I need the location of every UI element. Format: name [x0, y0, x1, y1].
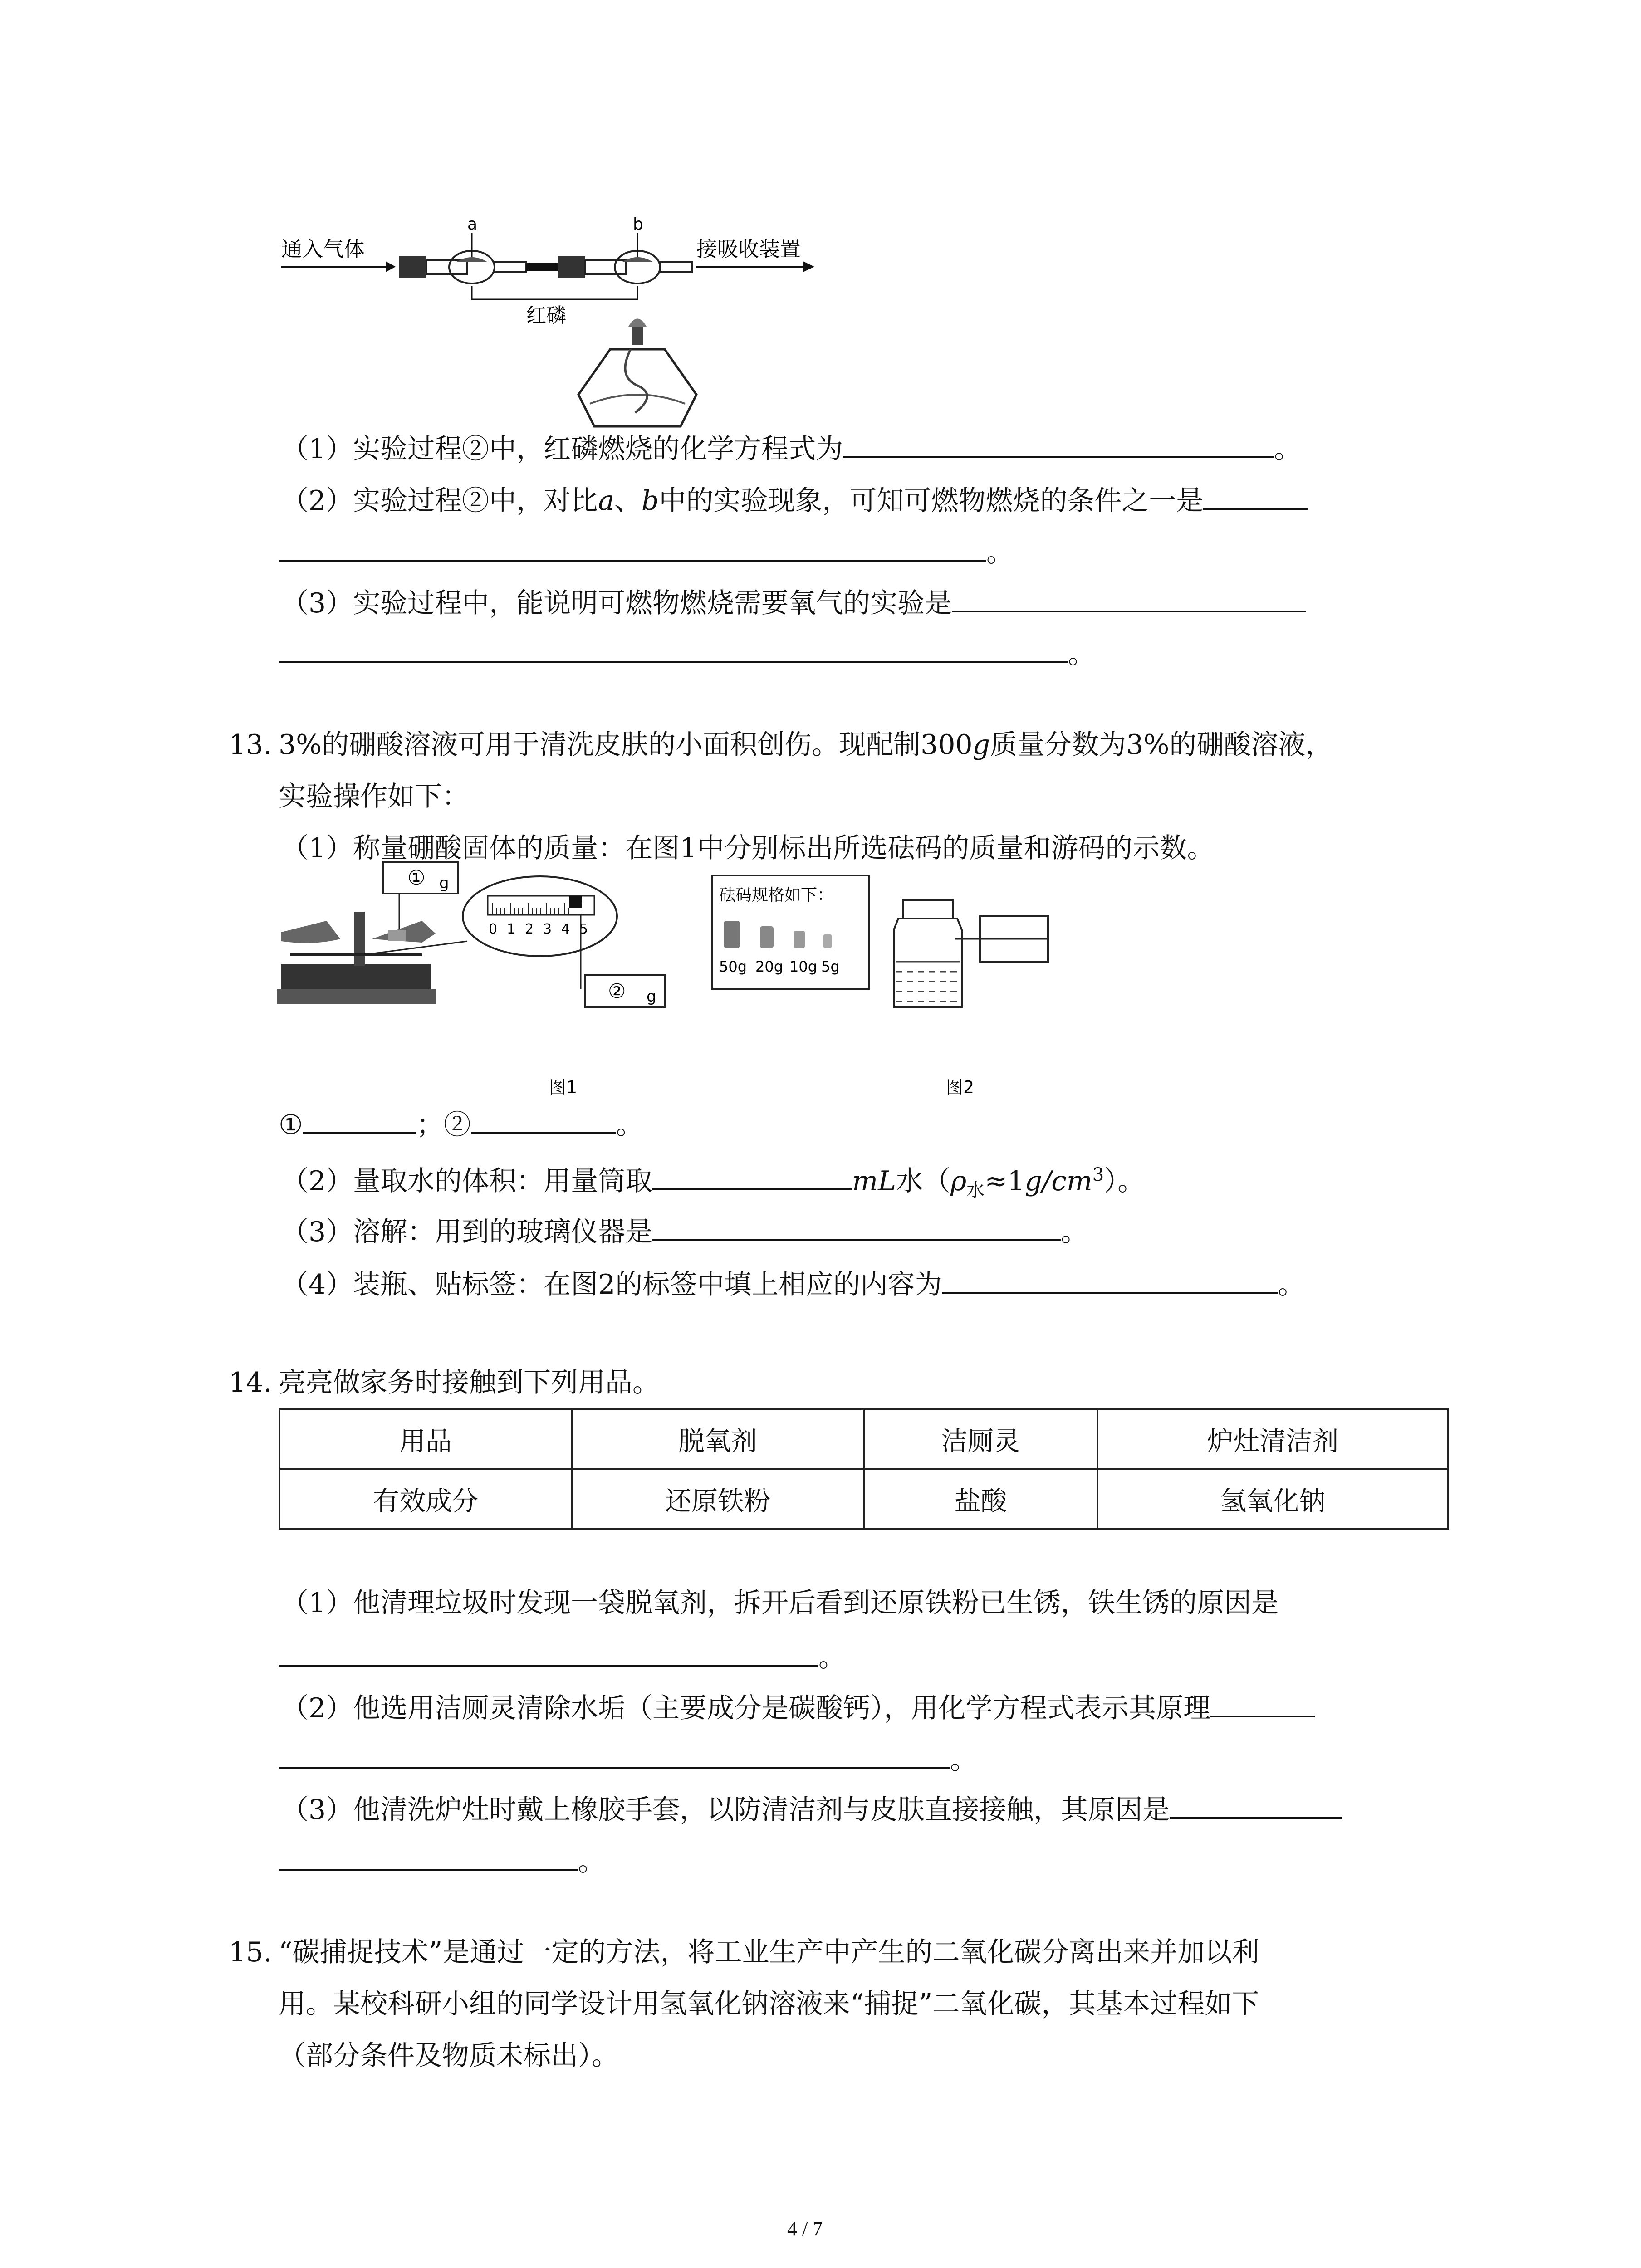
box1-mark: ① [407, 866, 426, 890]
q12-sub2-cont: 。 [279, 532, 1014, 571]
q14-sub3-cont: 。 [279, 1841, 605, 1880]
q15-stem-line3: （部分条件及物质未标出）。 [279, 2040, 619, 2072]
q12-sub2: （2）实验过程②中，对比a、b中的实验现象，可知可燃物燃烧的条件之一是 [281, 480, 1308, 519]
answer-blank[interactable] [279, 532, 986, 562]
answer-blank[interactable] [1203, 480, 1308, 510]
q14-sub1: （1）他清理垃圾时发现一袋脱氧剂，拆开后看到还原铁粉已生锈，铁生锈的原因是 [281, 1587, 1279, 1619]
q13-blanks-line: ① ；② 。 [279, 1104, 643, 1143]
answer-blank[interactable] [942, 1264, 1278, 1294]
ruler-tick-4: 4 [561, 921, 570, 937]
q14-number: 14. [229, 1367, 272, 1398]
answer-blank[interactable] [279, 1637, 818, 1667]
q12-sub3: （3）实验过程中，能说明可燃物燃烧需要氧气的实验是 [281, 582, 1306, 621]
page-number: 4 / 7 [787, 2218, 823, 2240]
answer-blank[interactable] [843, 428, 1274, 458]
table-cell: 脱氧剂 [572, 1409, 864, 1469]
combustion-apparatus-figure [272, 213, 826, 440]
answer-blank[interactable] [952, 582, 1306, 612]
q15-stem-line2: 用。某校科研小组的同学设计用氢氧化钠溶液来“捕捉”二氧化碳，其基本过程如下 [279, 1988, 1259, 2020]
table-cell: 用品 [279, 1409, 572, 1469]
answer-blank[interactable] [303, 1104, 416, 1134]
balance-figure [272, 853, 1062, 1107]
household-products-table [279, 1408, 1449, 1530]
answer-blank[interactable] [471, 1104, 616, 1134]
q13-sub3: （3）溶解：用到的玻璃仪器是 。 [281, 1211, 1088, 1250]
q12-sub3-cont: 。 [279, 633, 1095, 672]
ruler-tick-2: 2 [525, 921, 534, 937]
weight-10g: 10g [789, 958, 818, 975]
q14-intro: 亮亮做家务时接触到下列用品。 [279, 1367, 660, 1398]
inlet-label: 通入气体 [281, 237, 365, 261]
answer-blank[interactable] [279, 1841, 578, 1871]
table-cell: 有效成分 [279, 1469, 572, 1529]
q13-number: 13. [229, 729, 272, 761]
weight-20g: 20g [755, 958, 784, 975]
ruler-tick-5: 5 [579, 921, 588, 937]
label-b: b [633, 215, 643, 234]
box1-unit: g [439, 874, 449, 892]
q12-sub1: （1）实验过程②中，红磷燃烧的化学方程式为 。 [281, 428, 1301, 467]
answer-blank[interactable] [1170, 1789, 1342, 1819]
table-cell: 炉灶清洁剂 [1097, 1409, 1448, 1469]
ruler-tick-0: 0 [489, 921, 498, 937]
answer-blank[interactable] [652, 1211, 1061, 1241]
weights-title: 砝码规格如下： [719, 886, 834, 904]
q13-sub1: （1）称量硼酸固体的质量：在图1中分别标出所选砝码的质量和游码的示数。 [281, 832, 1215, 864]
weight-5g: 5g [821, 958, 840, 975]
q15-number: 15. [229, 1936, 272, 1968]
table-cell: 还原铁粉 [572, 1469, 864, 1529]
box2-mark: ② [608, 980, 626, 1003]
table-row [279, 1469, 1448, 1529]
q13-stem-line1: 3%的硼酸溶液可用于清洗皮肤的小面积创伤。现配制300g质量分数为3%的硼酸溶液， [279, 729, 1333, 761]
q14-sub3: （3）他清洗炉灶时戴上橡胶手套，以防清洁剂与皮肤直接接触，其原因是 [281, 1789, 1342, 1828]
table-cell: 盐酸 [864, 1469, 1097, 1529]
figure2-caption: 图2 [946, 1077, 975, 1097]
label-a: a [467, 215, 478, 234]
answer-blank[interactable] [652, 1160, 852, 1190]
q13-sub4: （4）装瓶、贴标签：在图2的标签中填上相应的内容为 。 [281, 1264, 1305, 1303]
answer-blank[interactable] [1210, 1687, 1315, 1717]
answer-blank[interactable] [279, 1739, 950, 1769]
ruler-tick-1: 1 [507, 921, 516, 937]
box2-unit: g [647, 987, 656, 1006]
q14-sub2-cont: 。 [279, 1739, 977, 1778]
table-cell: 洁厕灵 [864, 1409, 1097, 1469]
answer-blank[interactable] [279, 633, 1068, 663]
q13-stem-line2: 实验操作如下： [279, 781, 469, 812]
ruler-tick-3: 3 [543, 921, 552, 937]
table-row [279, 1409, 1448, 1469]
outlet-label: 接吸收装置 [696, 237, 801, 261]
red-phosphorus-label: 红磷 [526, 304, 566, 327]
q14-sub2: （2）他选用洁厕灵清除水垢（主要成分是碳酸钙），用化学方程式表示其原理 [281, 1687, 1315, 1726]
figure1-caption: 图1 [549, 1077, 578, 1097]
table-cell: 氢氧化钠 [1097, 1469, 1448, 1529]
q13-sub2: （2）量取水的体积：用量筒取 mL水$(\rho_水\approx 1g/cm^3)$。 [281, 1157, 1145, 1208]
q14-sub1-cont: 。 [279, 1637, 846, 1676]
q15-stem-line1: “碳捕捉技术”是通过一定的方法，将工业生产中产生的二氧化碳分离出来并加以利 [279, 1936, 1259, 1968]
weight-50g: 50g [719, 958, 747, 975]
